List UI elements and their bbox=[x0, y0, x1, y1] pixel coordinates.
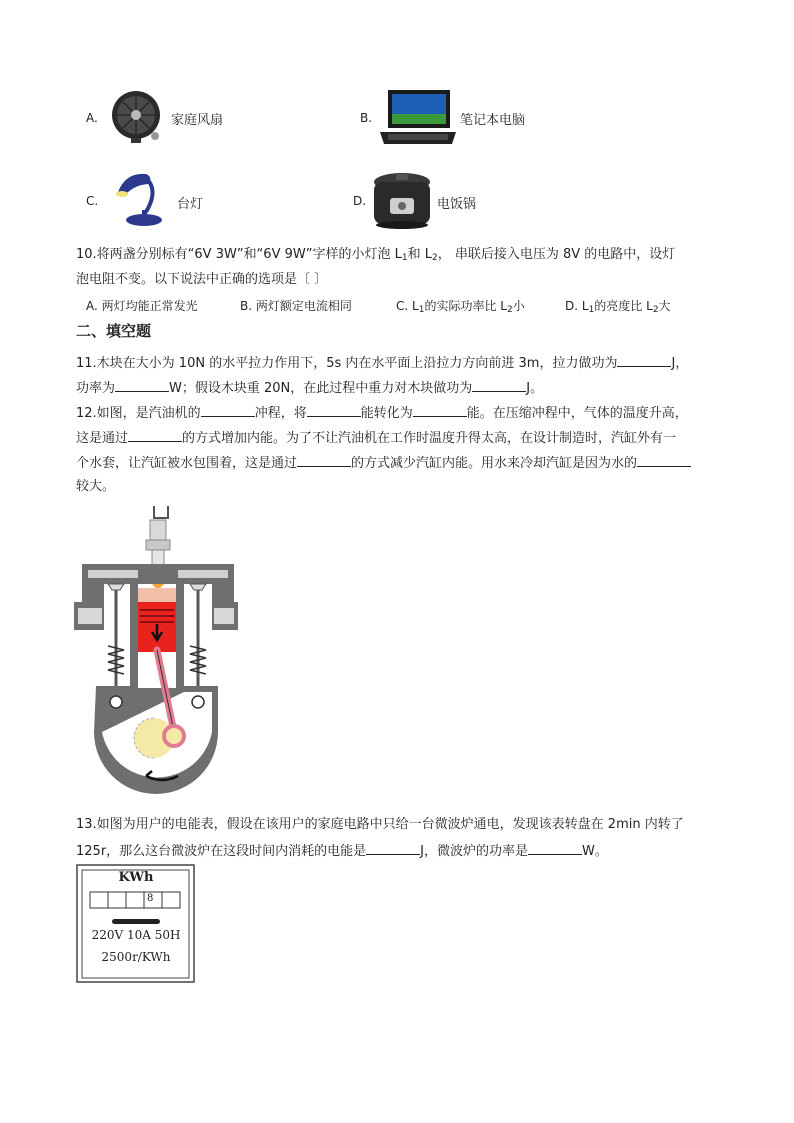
q12-line-1: 12.如图，是汽油机的 冲程，将 能转化为 能。在压缩冲程中，气体的温度升高， bbox=[76, 406, 688, 421]
q12-line-2: 这是通过 的方式增加内能。为了不让汽油机在工作时温度升得太高，在设计制造时，汽缸外有一 bbox=[76, 431, 677, 446]
option-d-letter: D. bbox=[353, 194, 367, 208]
meter-unit: KWh bbox=[118, 870, 154, 885]
q12-blank-method-2[interactable] bbox=[297, 454, 351, 467]
q11-blank-gravity-work[interactable] bbox=[472, 379, 526, 392]
section-title: 二、填空题 bbox=[76, 322, 152, 340]
fan-icon bbox=[107, 88, 165, 146]
meter-constant: 2500r/KWh bbox=[101, 950, 171, 964]
q13-blank-energy[interactable] bbox=[366, 842, 420, 855]
desk-lamp-icon bbox=[112, 168, 168, 230]
option-b-text: 笔记本电脑 bbox=[460, 113, 526, 128]
q12-blank-property[interactable] bbox=[637, 454, 691, 467]
q10-choice-a: A. 两灯均能正常发光 bbox=[86, 299, 198, 313]
q12-blank-energy-from[interactable] bbox=[307, 404, 361, 417]
option-d-text: 电饭锅 bbox=[437, 197, 477, 212]
option-b-letter: B. bbox=[360, 111, 373, 125]
q13-line-1: 13.如图为用户的电能表，假设在该用户的家庭电路中只给一台微波炉通电，发现该表转盘在 2min 内转了 bbox=[76, 817, 684, 832]
q10-line-1: 10.将两盏分别标有“6V 3W”和“6V 9W”字样的小灯泡 $L_1$和 $L_2$， 串联后接入电压为 8V 的电路中，设灯 bbox=[76, 247, 676, 263]
option-c-letter: C. bbox=[86, 194, 99, 208]
q13-blank-power[interactable] bbox=[528, 842, 582, 855]
q12-blank-method-1[interactable] bbox=[128, 429, 182, 442]
q10-choice-c: C. $L_1$的实际功率比 $L_2$小 bbox=[396, 299, 525, 315]
q11-line-1: 11.木块在大小为 10N 的水平拉力作用下，5s 内在水平面上沿拉力方向前进 3m，拉力做功为 J， bbox=[76, 356, 689, 371]
q12-line-4: 较大。 bbox=[76, 479, 116, 494]
rice-cooker-icon bbox=[370, 170, 434, 230]
laptop-icon bbox=[380, 88, 456, 146]
engine-diagram bbox=[74, 506, 238, 806]
q11-blank-power[interactable] bbox=[115, 379, 169, 392]
q10-choice-b: B. 两灯额定电流相同 bbox=[240, 299, 352, 313]
q12-line-3: 个水套，让汽缸被水包围着，这是通过 的方式减少汽缸内能。用水来冷却汽缸是因为水的 bbox=[76, 454, 691, 472]
q11-blank-work[interactable] bbox=[617, 354, 671, 367]
meter-rating: 220V 10A 50H bbox=[91, 928, 181, 942]
q13-line-2: 125r，那么这台微波炉在这段时间内消耗的电能是 J，微波炉的功率是 W。 bbox=[76, 844, 608, 859]
option-c-text: 台灯 bbox=[177, 197, 204, 212]
q12-blank-stroke[interactable] bbox=[201, 404, 255, 417]
q11-line-2: 功率为 W；假设木块重 20N，在此过程中重力对木块做功为 J。 bbox=[76, 381, 544, 396]
meter-digit: 8 bbox=[147, 893, 154, 904]
option-a-text: 家庭风扇 bbox=[171, 113, 224, 128]
option-a-letter: A. bbox=[86, 111, 98, 125]
q10-choice-d: D. $L_1$的亮度比 $L_2$大 bbox=[565, 299, 671, 315]
q12-blank-energy-to[interactable] bbox=[413, 404, 467, 417]
meter-disc-window bbox=[112, 919, 160, 924]
q10-line-2: 泡电阻不变。以下说法中正确的选项是〔 〕 bbox=[76, 272, 328, 287]
